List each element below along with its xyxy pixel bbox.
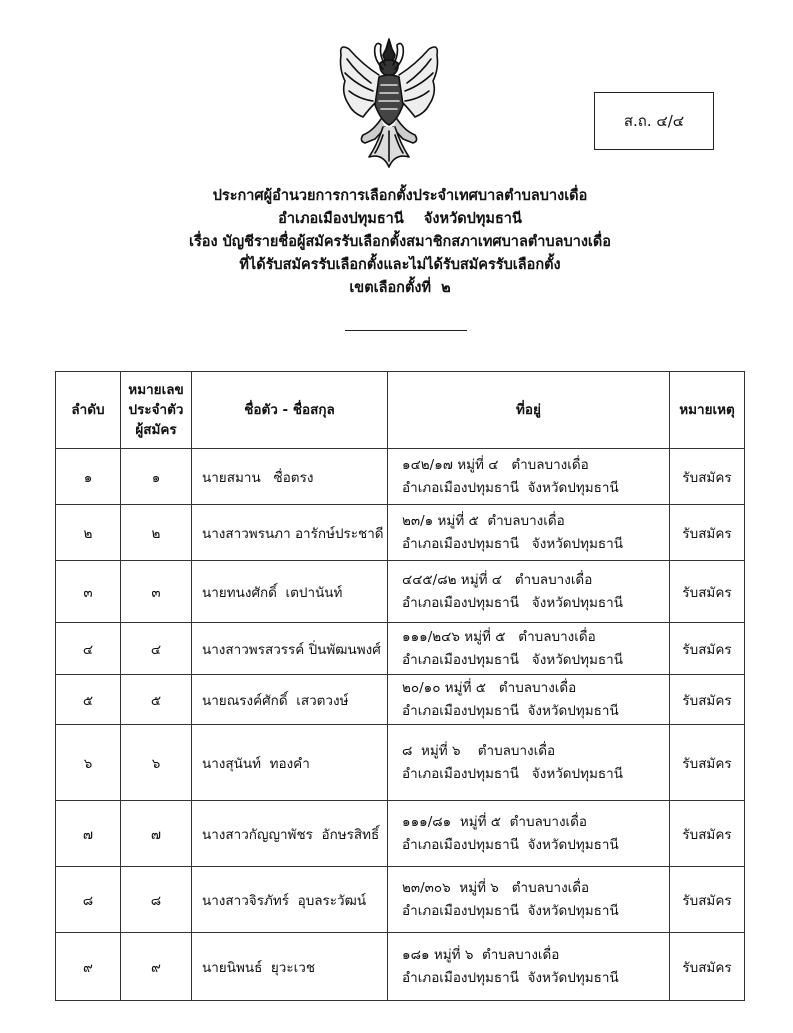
cell-name: นางสาวจิรภัทร์ อุบลระวัฒน์ (192, 867, 388, 933)
table-row (56, 801, 745, 867)
address-line-1: ๑๑๑/๒๔๖ หมู่ที่ ๕ ตำบลบางเดื่อ (402, 628, 596, 645)
divider-line (345, 330, 467, 331)
cell-order: ๙ (56, 933, 121, 1001)
cell-remark: รับสมัคร (670, 623, 745, 675)
header-line-3: เรื่อง บัญชีรายชื่อผู้สมัครรับเลือกตั้งสมาชิกสภาเทศบาลตำบลบางเดื่อ (189, 234, 611, 250)
address-line-2: อำเภอเมืองปทุมธานี จังหวัดปทุมธานี (402, 702, 619, 719)
table-row (56, 449, 745, 505)
header-remark: หมายเหตุ (670, 372, 745, 449)
table-row (56, 505, 745, 561)
cell-order: ๘ (56, 867, 121, 933)
cell-order: ๖ (56, 725, 121, 801)
address-line-2: อำเภอเมืองปทุมธานี จังหวัดปทุมธานี (402, 594, 623, 611)
table-header-row (56, 372, 745, 449)
table-row (56, 867, 745, 933)
header-order: ลำดับ (56, 372, 121, 449)
cell-remark: รับสมัคร (670, 675, 745, 725)
cell-address (388, 867, 670, 933)
address-line-2: อำเภอเมืองปทุมธานี จังหวัดปทุมธานี (402, 535, 623, 552)
cell-order: ๗ (56, 801, 121, 867)
address-line-2: อำเภอเมืองปทุมธานี จังหวัดปทุมธานี (402, 479, 619, 496)
address-line-1: ๘ หมู่ที่ ๖ ตำบลบางเดื่อ (402, 742, 556, 759)
cell-name: นายทนงศักดิ์ เตปานันท์ (192, 561, 388, 623)
cell-remark: รับสมัคร (670, 801, 745, 867)
cell-order: ๑ (56, 449, 121, 505)
header-address: ที่อยู่ (388, 372, 670, 449)
address-line-1: ๑๘๑ หมู่ที่ ๖ ตำบลบางเดื่อ (402, 946, 560, 963)
address-line-2: อำเภอเมืองปทุมธานี จังหวัดปทุมธานี (402, 765, 623, 782)
cell-number: ๗ (121, 801, 192, 867)
address-line-1: ๑๔๒/๑๗ หมู่ที่ ๔ ตำบลบางเดื่อ (402, 456, 589, 473)
cell-number: ๑ (121, 449, 192, 505)
address-line-1: ๔๔๕/๘๒ หมู่ที่ ๔ ตำบลบางเดื่อ (402, 571, 593, 588)
header-line-1: ประกาศผู้อำนวยการการเลือกตั้งประจำเทศบาลตำบลบางเดื่อ (212, 188, 588, 204)
header-number-line-3: ผู้สมัคร (135, 422, 177, 438)
cell-order: ๕ (56, 675, 121, 725)
cell-name: นางสาวพรสวรรค์ ปิ่นพัฒนพงศ์ (192, 623, 388, 675)
table-row (56, 933, 745, 1001)
form-code-box: ส.ถ. ๔/๔ (594, 92, 714, 150)
announcement-header (120, 185, 680, 300)
cell-remark: รับสมัคร (670, 561, 745, 623)
table-row (56, 561, 745, 623)
cell-number: ๘ (121, 867, 192, 933)
header-line-5: เขตเลือกตั้งที่ ๒ (349, 280, 451, 296)
header-number-line-1: หมายเลข (128, 382, 184, 398)
address-line-1: ๒๓/๑ หมู่ที่ ๕ ตำบลบางเดื่อ (402, 512, 565, 529)
cell-number: ๒ (121, 505, 192, 561)
cell-name: นางสาวกัญญาพัชร อักษรสิทธิ์ (192, 801, 388, 867)
cell-remark: รับสมัคร (670, 867, 745, 933)
cell-address (388, 505, 670, 561)
cell-name: นายนิพนธ์ ยุวะเวช (192, 933, 388, 1001)
table-row (56, 675, 745, 725)
table-row (56, 623, 745, 675)
header-candidate-number (121, 372, 192, 449)
cell-address (388, 725, 670, 801)
cell-number: ๖ (121, 725, 192, 801)
cell-number: ๓ (121, 561, 192, 623)
cell-address (388, 933, 670, 1001)
cell-address (388, 449, 670, 505)
address-line-2: อำเภอเมืองปทุมธานี จังหวัดปทุมธานี (402, 902, 619, 919)
cell-address (388, 675, 670, 725)
header-number-line-2: ประจำตัว (128, 402, 184, 418)
cell-number: ๕ (121, 675, 192, 725)
cell-remark: รับสมัคร (670, 933, 745, 1001)
cell-address (388, 623, 670, 675)
address-line-2: อำเภอเมืองปทุมธานี จังหวัดปทุมธานี (402, 969, 619, 986)
cell-remark: รับสมัคร (670, 505, 745, 561)
cell-remark: รับสมัคร (670, 449, 745, 505)
address-line-1: ๑๑๑/๘๑ หมู่ที่ ๕ ตำบลบางเดื่อ (402, 813, 588, 830)
cell-order: ๒ (56, 505, 121, 561)
cell-order: ๓ (56, 561, 121, 623)
header-line-4: ที่ได้รับสมัครรับเลือกตั้งและไม่ได้รับสมัครรับเลือกตั้ง (239, 257, 561, 273)
address-line-2: อำเภอเมืองปทุมธานี จังหวัดปทุมธานี (402, 651, 623, 668)
cell-number: ๙ (121, 933, 192, 1001)
address-line-1: ๒๐/๑๐ หมู่ที่ ๕ ตำบลบางเดื่อ (402, 679, 577, 696)
cell-order: ๔ (56, 623, 121, 675)
address-line-2: อำเภอเมืองปทุมธานี จังหวัดปทุมธานี (402, 836, 619, 853)
cell-name: นายสมาน ซื่อตรง (192, 449, 388, 505)
table-row (56, 725, 745, 801)
cell-number: ๔ (121, 623, 192, 675)
candidate-table (55, 371, 745, 1001)
garuda-emblem (333, 35, 445, 170)
address-line-1: ๒๓/๓๐๖ หมู่ที่ ๖ ตำบลบางเดื่อ (402, 879, 590, 896)
header-line-2: อำเภอเมืองปทุมธานี จังหวัดปทุมธานี (278, 211, 522, 227)
cell-address (388, 801, 670, 867)
cell-name: นายณรงค์ศักดิ์ เสวตวงษ์ (192, 675, 388, 725)
cell-remark: รับสมัคร (670, 725, 745, 801)
cell-name: นางสาวพรนภา อารักษ์ประชาดี (192, 505, 388, 561)
header-name: ชื่อตัว - ชื่อสกุล (192, 372, 388, 449)
cell-address (388, 561, 670, 623)
cell-name: นางสุนันท์ ทองคำ (192, 725, 388, 801)
